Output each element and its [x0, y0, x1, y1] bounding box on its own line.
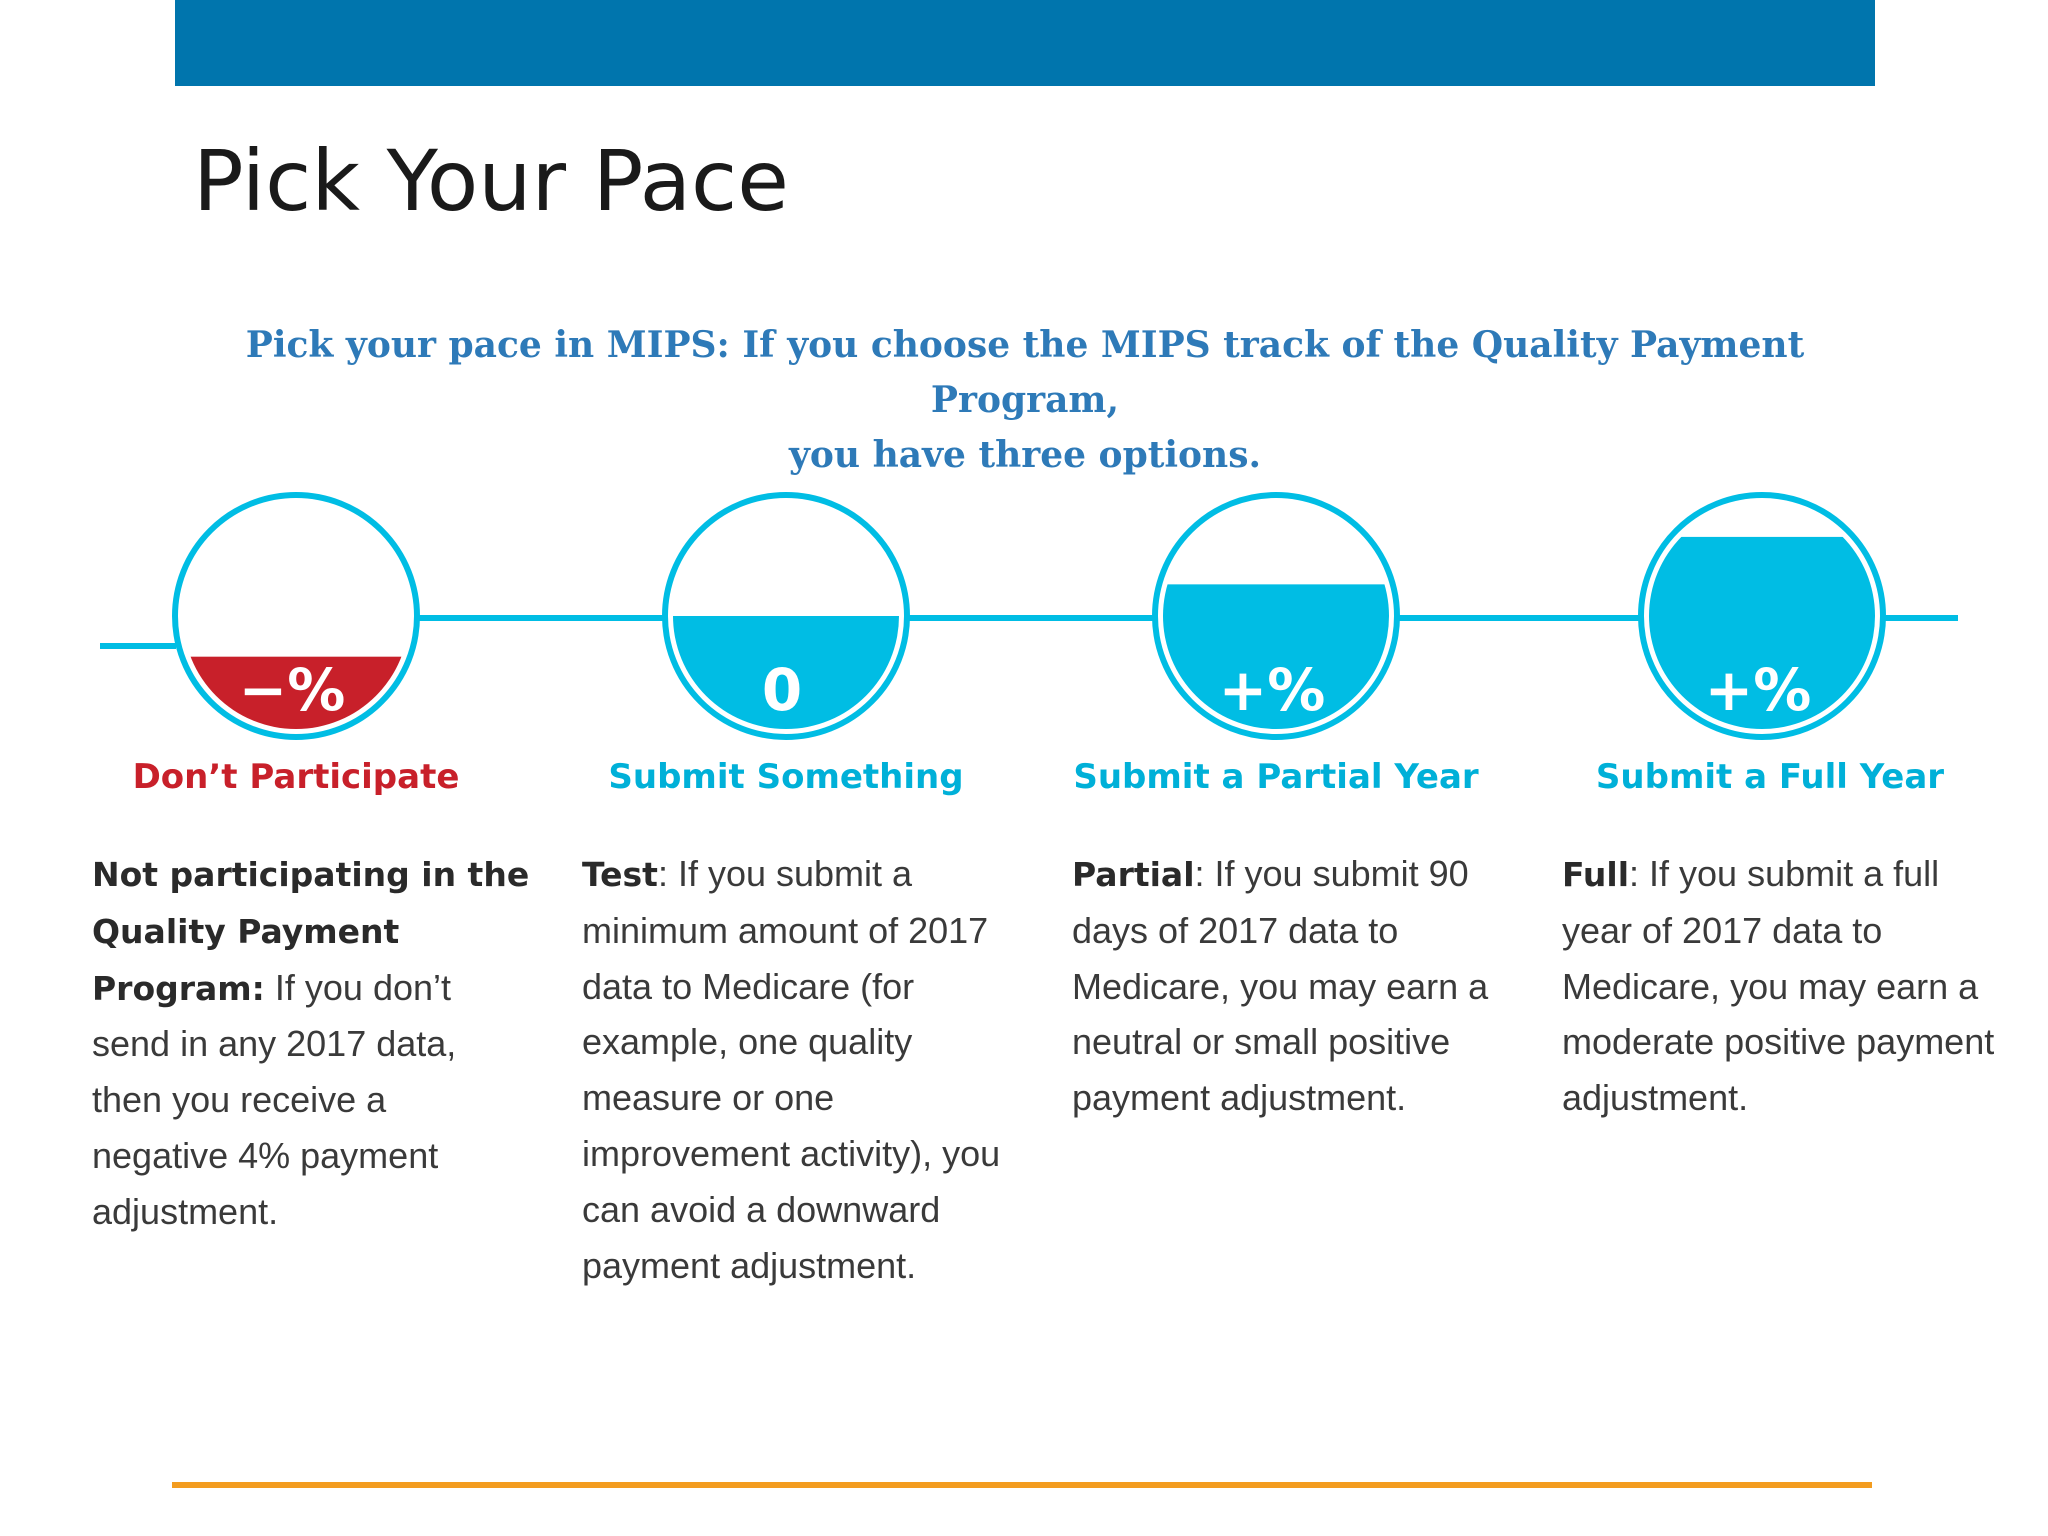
gauge-partial-year: [1155, 495, 1397, 737]
option-description-partial-year: [1072, 846, 1512, 1126]
option-lead: Not participating in the Quality Payment Program:: [92, 855, 530, 1008]
gauge-label: 0: [761, 656, 803, 724]
gauge-label: +%: [1218, 656, 1326, 724]
option-title-partial-year: Submit a Partial Year: [1073, 757, 1479, 797]
option-title-full-year: Submit a Full Year: [1595, 757, 1945, 797]
gauge-dont-participate: [175, 495, 417, 737]
option-lead: Partial: [1072, 855, 1195, 894]
option-body: : If you submit a minimum amount of 2017 data to Medicare (for example, one quality measure or one improvement activity), you can avoid a downward payment adjustment.: [582, 853, 1001, 1286]
page-title: Pick Your Pace: [193, 132, 789, 230]
option-body: : If you submit a full year of 2017 data to Medicare, you may earn a moderate positive payment adjustment.: [1562, 853, 1995, 1119]
subtitle-line-1: Pick your pace in MIPS: If you choose the MIPS track of the Quality Payment Program,: [245, 324, 1805, 421]
footer-rule: [172, 1482, 1872, 1488]
gauge-label: +%: [1704, 656, 1812, 724]
option-title-submit-something: Submit Something: [608, 757, 964, 797]
gauge-submit-something: [665, 495, 907, 737]
option-description-full-year: [1562, 846, 2002, 1126]
option-description-submit-something: [582, 846, 1022, 1293]
gauge-label: −%: [238, 656, 346, 724]
subtitle-line-2: you have three options.: [788, 434, 1262, 476]
option-body: If you don’t send in any 2017 data, then you receive a negative 4% payment adjustment.: [92, 966, 457, 1232]
option-body: : If you submit 90 days of 2017 data to Medicare, you may earn a neutral or small positive payment adjustment.: [1072, 853, 1489, 1119]
option-title-dont-participate: Don’t Participate: [132, 757, 460, 797]
option-lead: Test: [582, 855, 658, 894]
option-description-dont-participate: [92, 846, 532, 1240]
gauge-full-year: [1641, 495, 1883, 737]
option-lead: Full: [1562, 855, 1630, 894]
